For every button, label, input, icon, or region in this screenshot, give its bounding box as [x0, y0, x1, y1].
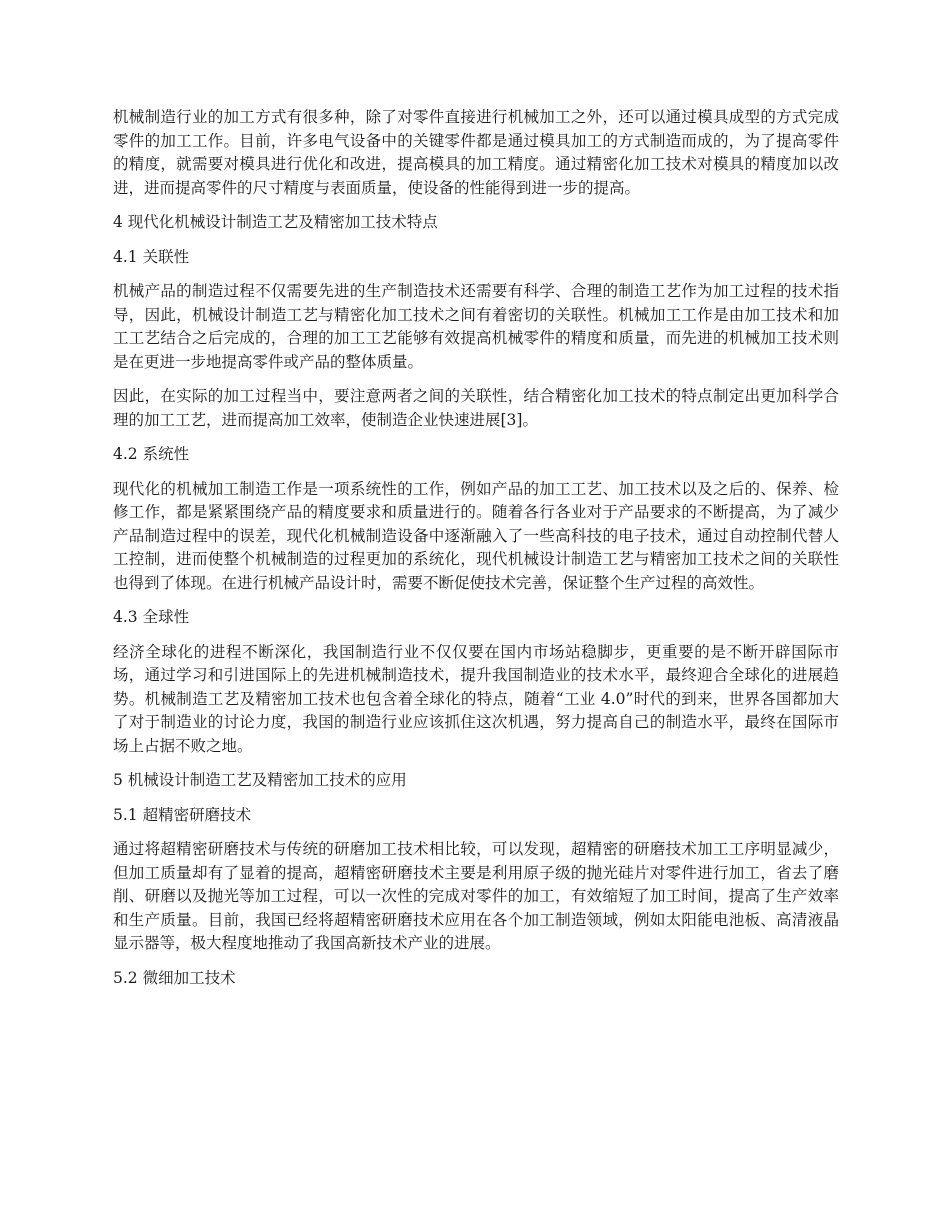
- paragraph-ultra-precision-grinding: 通过将超精密研磨技术与传统的研磨加工技术相比较，可以发现，超精密的研磨技术加工工序明显减少，但加工质量却有了显着的提高，超精密研磨技术主要是利用原子级的抛光硅片对零件进行加工，省去了磨削、研磨以及抛光等加工过程，可以一次性的完成对零件的加工，有效缩短了加工时间，提高了生产效率和生产质量。目前，我国已经将超精密研磨技术应用在各个加工制造领域，例如太阳能电池板、高清液晶显示器等，极大程度地推动了我国高新技术产业的进展。: [113, 840, 839, 952]
- paragraph-globalization: 经济全球化的进程不断深化，我国制造行业不仅仅要在国内市场站稳脚步，更重要的是不断开辟国际市场，通过学习和引进国际上的先进机械制造技术，提升我国制造业的技术水平，最终迎合全球化的进展趋势。机械制造工艺及精密加工技术也包含着全球化的特点，随着“工业 4.0”时代的到来，世界各国都加大了对于制造业的讨论力度，我国的制造行业应该抓住这次机遇，努力提高自己的制造水平，最终在国际市场上占据不败之地。: [113, 642, 839, 755]
- subsection-heading-4-3: 4.3 全球性: [113, 608, 190, 626]
- subsection-heading-4-1: 4.1 关联性: [113, 247, 190, 266]
- paragraph-mold-processing: 机械制造行业的加工方式有很多种，除了对零件直接进行机械加工之外，还可以通过模具成型的方式完成零件的加工工作。目前，许多电气设备中的关键零件都是通过模具加工的方式制造而成的，为了提高零件的精度，就需要对模具进行优化和改进，提高模具的加工精度。通过精密化加工技术对模具的精度加以改进，进而提高零件的尺寸精度与表面质量，使设备的性能得到进一步的提高。: [113, 108, 839, 197]
- paragraph-relevance-1: 机械产品的制造过程不仅需要先进的生产制造技术还需要有科学、合理的制造工艺作为加工过程的技术指导，因此，机械设计制造工艺与精密化加工技术之间有着密切的关联性。机械加工工作是由加工技术和加工工艺结合之后完成的，合理的加工工艺能够有效提高机械零件的精度和质量，而先进的机械加工技术则是在更进一步地提高零件或产品的整体质量。: [113, 282, 839, 371]
- subsection-heading-4-2: 4.2 系统性: [113, 445, 190, 463]
- subsection-heading-5-2: 5.2 微细加工技术: [113, 968, 236, 987]
- section-heading-5: 5 机械设计制造工艺及精密加工技术的应用: [113, 771, 407, 789]
- document-body: [113, 106, 839, 1001]
- section-heading-4: 4 现代化机械设计制造工艺及精密加工技术特点: [113, 213, 438, 231]
- subsection-heading-5-1: 5.1 超精密研磨技术: [113, 805, 252, 824]
- paragraph-relevance-2: 因此，在实际的加工过程当中，要注意两者之间的关联性，结合精密化加工技术的特点制定出更加科学合理的加工工艺，进而提高加工效率，使制造企业快速进展[3]。: [113, 387, 839, 429]
- paragraph-systematic: 现代化的机械加工制造工作是一项系统性的工作，例如产品的加工工艺、加工技术以及之后的、保养、检修工作，都是紧紧围绕产品的精度要求和质量进行的。随着各行各业对于产品要求的不断提高，为了减少产品制造过程中的误差，现代化机械制造设备中逐渐融入了一些高科技的电子技术，通过自动控制代替人工控制，进而使整个机械制造的过程更加的系统化，现代机械设计制造工艺与精密加工技术之间的关联性也得到了体现。在进行机械产品设计时，需要不断促使技术完善，保证整个生产过程的高效性。: [113, 479, 839, 592]
